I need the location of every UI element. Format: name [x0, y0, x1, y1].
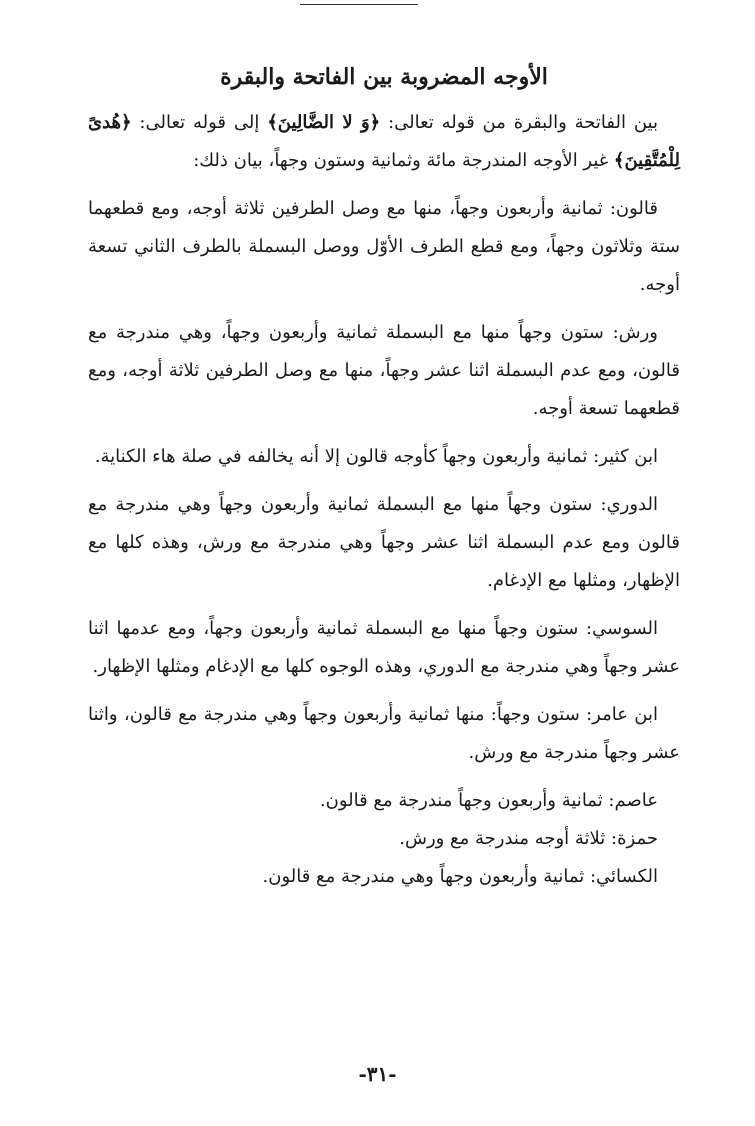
paragraph-qalun: قالون: ثمانية وأربعون وجهاً، منها مع وصل الطرفين ثلاثة أوجه، ومع قطعهما ستة وثلاثون وجهاً، ومع قطع الطرف الأوّل ووصل البسملة بالطرف الثاني تسعة أوجه. — [88, 198, 680, 295]
quran-quote-2: ﴿هُدىً لِلْمُتَّقِينَ﴾ — [88, 112, 680, 171]
page-number: -٣١- — [358, 1062, 397, 1086]
line-kisai: الكسائي: ثمانية وأربعون وجهاً وهي مندرجة مع قالون. — [262, 866, 658, 887]
intro-text-b: إلى قوله تعالى: — [131, 112, 268, 133]
line-hamza: حمزة: ثلاثة أوجه مندرجة مع ورش. — [399, 828, 658, 849]
intro-paragraph — [88, 104, 680, 180]
paragraph-susi: السوسي: ستون وجهاً منها مع البسملة ثمانية وأربعون وجهاً، ومع عدمها اثنا عشر وجهاً وهي مندرجة مع الدوري، وهذه الوجوه كلها مع الإدغام ومثلها الإظهار. — [88, 618, 680, 677]
intro-text-a: بين الفاتحة والبقرة من قوله تعالى: — [380, 112, 658, 133]
paragraph-ibn-kathir: ابن كثير: ثمانية وأربعون وجهاً كأوجه قالون إلا أنه يخالفه في صلة هاء الكناية. — [94, 446, 658, 467]
top-rule — [300, 4, 418, 5]
line-asim: عاصم: ثمانية وأربعون وجهاً مندرجة مع قالون. — [319, 790, 658, 811]
quran-quote-1: ﴿وَ لا الضَّالِينَ﴾ — [267, 112, 381, 133]
paragraph-duri: الدوري: ستون وجهاً منها مع البسملة ثمانية وأربعون وجهاً وهي مندرجة مع قالون ومع عدم البسملة اثنا عشر وجهاً وهي مندرجة مع ورش، وهذه كلها مع الإظهار، ومثلها مع الإدغام. — [88, 494, 680, 591]
page-body — [88, 50, 680, 896]
paragraph-warsh: ورش: ستون وجهاً منها مع البسملة ثمانية وأربعون وجهاً، وهي مندرجة مع قالون، ومع عدم البسملة اثنا عشر وجهاً، منها مع وصل الطرفين ثلاثة أوجه، ومع قطعهما تسعة أوجه. — [88, 322, 680, 419]
intro-text-c: غير الأوجه المندرجة مائة وثمانية وستون وجهاً، بيان ذلك: — [193, 150, 614, 171]
page-title: الأوجه المضروبة بين الفاتحة والبقرة — [220, 64, 548, 90]
paragraph-ibn-amir: ابن عامر: ستون وجهاً: منها ثمانية وأربعون وجهاً وهي مندرجة مع قالون، واثنا عشر وجهاً مندرجة مع ورش. — [88, 704, 680, 763]
